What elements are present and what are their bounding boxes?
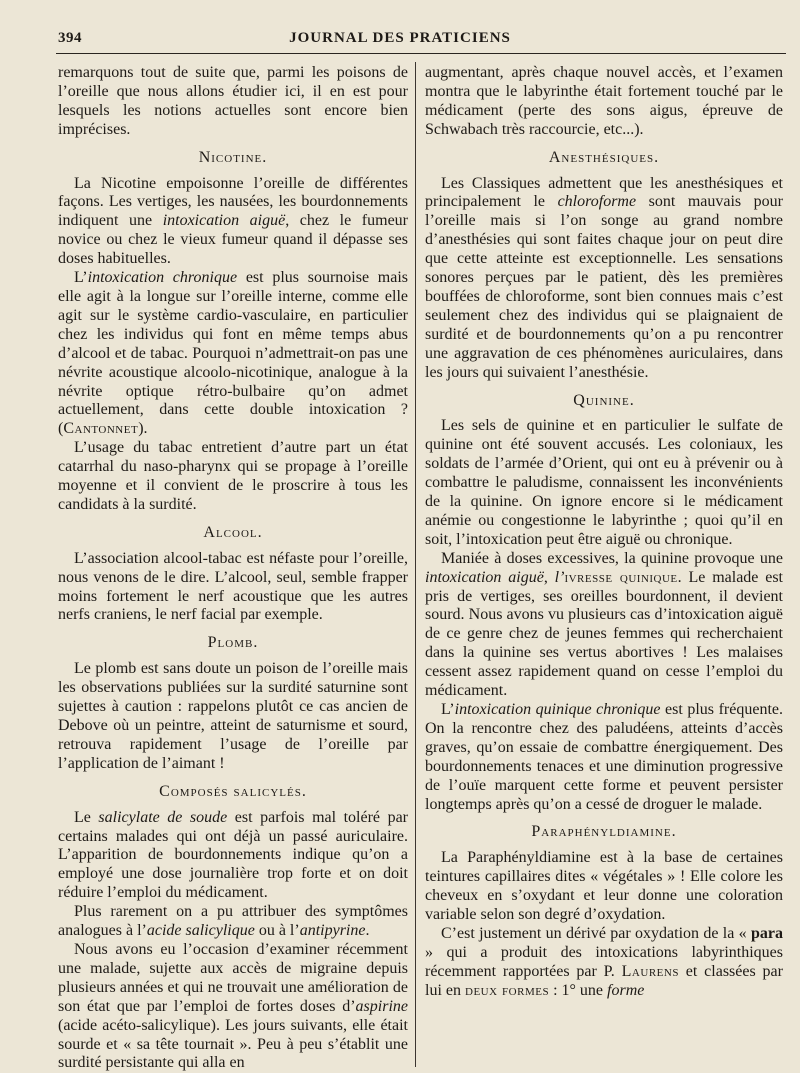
paragraph: augmentant, après chaque nouvel accès, et l’examen montra que le labyrinthe était fortement touché par le médicament (perte des sons aigus, épreuve de Schwabach très raccourcie, etc...). — [425, 64, 783, 138]
journal-title: JOURNAL DES PRATICIENS — [289, 30, 511, 46]
paragraph: Les sels de quinine et en particulier le sulfate de quinine ont été souvent accusés. Les coloniaux, les soldats de l’armée d’Orient, qui ont eu à prévenir ou à combattre le paludisme, connaissent les inconvénients de la quinine. On ignore encore si le médicament anémie ou congestionne le labyrinthe ; quoi qu’il en soit, l’intoxication peut être aiguë ou chronique. — [425, 417, 783, 548]
section-heading-paraphenyldiamine: Paraphényldiamine. — [531, 823, 677, 841]
section-heading-quinine: Quinine. — [573, 391, 635, 409]
paragraph: Nous avons eu l’occasion d’examiner récemment une malade, sujette aux accès de migraine depuis plusieurs années et qui ne trouvait une amélioration de son état que par l’emploi de fortes doses d’aspirine (acide acéto-salicylique). Les jours suivants, elle était sourde et « sa tête tournait ». Peu à peu s’établit une surdité persistante qui alla en — [58, 940, 408, 1072]
header-rule — [56, 53, 786, 54]
page-number: 394 — [58, 30, 82, 46]
paragraph: Le salicylate de soude est parfois mal toléré par certains malades qui ont déjà un passé auriculaire. L’apparition de bourdonnements indique qu’on a employé une dose journalière trop forte et on doit réduire l’emploi du médicament. — [58, 808, 409, 902]
paragraph: Les Classiques admettent que les anesthésiques et principalement le chloroforme sont mauvais pour l’oreille mais si l’on songe au grand nombre d’anesthésies qui sont faites chaque jour on peut dire que cette atteinte est exceptionnelle. Les sensations sonores perçues par le patient, dès les premières bouffées de chloroforme, sont bien connues mais c’est seulement chez des individus qui se plaignaient de surdité et de bourdonnements qu’on a pu rencontrer une aggravation de ces phénomènes auriculaires, dans les jours qui suivaient l’anesthésie. — [425, 174, 783, 381]
right-column — [425, 64, 783, 1001]
paragraph: L’usage du tabac entretient d’autre part un état catarrhal du naso-pharynx qui se propage à l’oreille moyenne et il convient de le proscrire à tous les candidats à la surdité. — [58, 439, 408, 513]
section-heading-nicotine: Nicotine. — [198, 148, 268, 166]
left-column — [58, 64, 408, 1073]
paragraph: Plus rarement on a pu attribuer des symptômes analogues à l’acide salicylique ou à l’antipyrine. — [58, 903, 408, 940]
page-header — [0, 30, 800, 52]
section-heading-plomb: Plomb. — [207, 634, 259, 652]
section-heading-anesthesiques: Anesthésiques. — [548, 148, 660, 166]
section-heading-alcool: Alcool. — [203, 523, 263, 541]
paragraph: L’intoxication chronique est plus sournoise mais elle agit à la longue sur l’oreille interne, comme elle agit sur le système cardio-vasculaire, en particulier chez les individus qui font en même temps abus d’alcool et de tabac. Pourquoi n’admettrait-on pas une névrite acoustique alcoolo-nicotinique, analogue à la névrite optique rétro-bulbaire qu’on admet actuellement, dans cette double intoxication ? (Cantonnet). — [58, 269, 408, 438]
paragraph: Maniée à doses excessives, la quinine provoque une intoxication aiguë, l’ivresse quinique. Le malade est pris de vertiges, ses oreilles bourdonnent, il devient sourd. Nous avons vu plusieurs cas d’intoxication aiguë de ce genre chez de jeunes femmes qui recherchaient dans la quinine ses vertus abortives ! Les malaises cessent assez rapidement quand on cesse l’emploi du médicament. — [425, 549, 784, 700]
paragraph: C’est justement un dérivé par oxydation de la « para » qui a produit des intoxications labyrinthiques récemment rapportées par P. Laurens et classées par lui en deux formes : 1° une forme — [425, 924, 783, 999]
paragraph: remarquons tout de suite que, parmi les poisons de l’oreille que nous allons étudier ici, il en est pour lesquels les notions actuelles sont encore bien imprécises. — [58, 64, 408, 138]
paragraph: La Paraphényldiamine est à la base de certaines teintures capillaires dites « végétales » ! Elle colore les cheveux en s’oxydant et leur donne une coloration variable selon son degré d’oxydation. — [425, 849, 783, 924]
section-heading-salicyles: Composés salicylés. — [159, 782, 307, 800]
paragraph: L’association alcool-tabac est néfaste pour l’oreille, nous venons de le dire. L’alcool, seul, semble frapper moins fortement le nerf acoustique que les autres nerfs craniens, le nerf facial par exemple. — [58, 549, 408, 624]
paragraph: Le plomb est sans doute un poison de l’oreille mais les observations publiées sur la surdité saturnine sont sujettes à caution : rappelons plutôt ce cas ancien de Debove où un peintre, atteint de saturnisme et sourd, retrouva rapidement l’usage de l’oreille par l’application de l’aimant ! — [58, 660, 408, 772]
paragraph: L’intoxication quinique chronique est plus fréquente. On la rencontre chez des paludéens, atteints d’accès graves, qu’on essaie de combattre énergiquement. Des bourdonnements tenaces et une diminution progressive de l’ouïe marquent cette forme et peuvent persister longtemps après qu’on a cessé de droguer le malade. — [425, 701, 783, 813]
paragraph: La Nicotine empoisonne l’oreille de différentes façons. Les vertiges, les nausées, les bourdonnements indiquent une intoxication aiguë, chez le fumeur novice ou chez le vieux fumeur quand il dépasse ses doses habituelles. — [58, 174, 408, 268]
column-divider — [415, 62, 416, 1067]
